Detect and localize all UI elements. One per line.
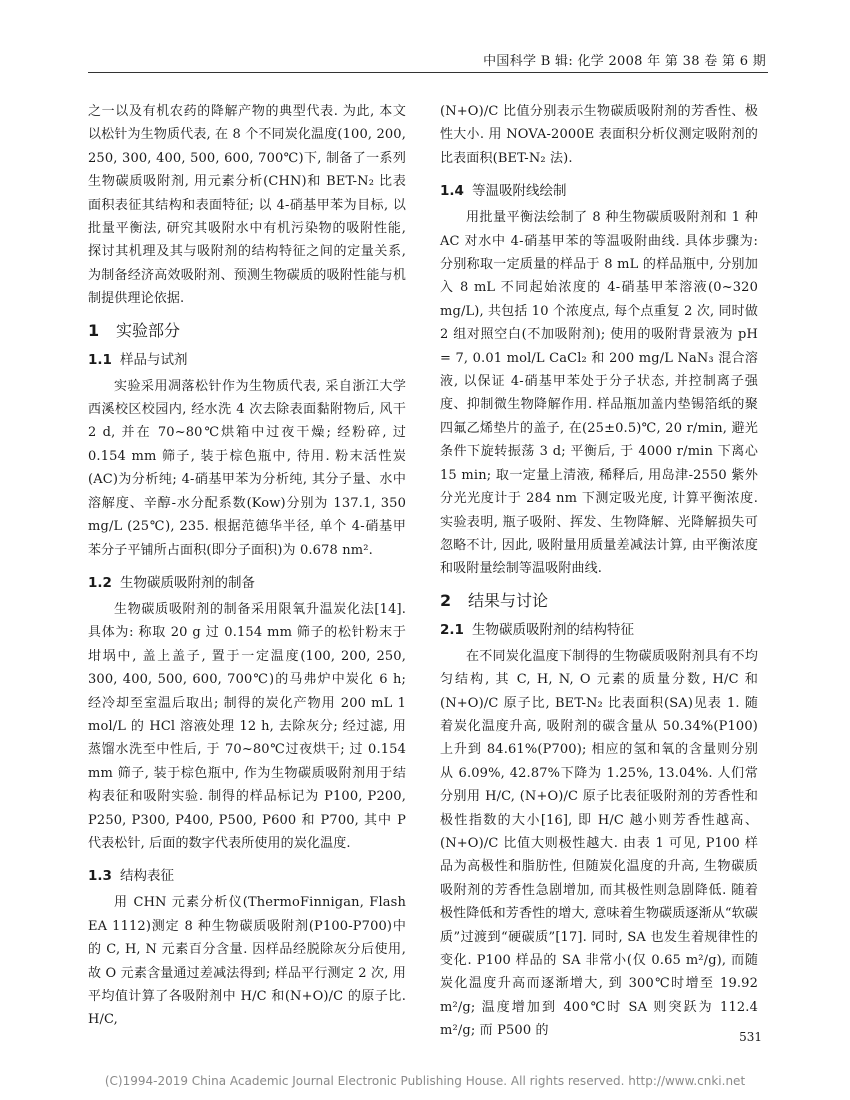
section-title: 结构表征 <box>120 868 174 885</box>
journal-info: 中国科学 B 辑: 化学 2008 年 第 38 卷 第 6 期 <box>483 54 766 69</box>
section-number: 2 <box>440 590 452 610</box>
section-1-1-heading <box>88 349 406 371</box>
section-number: 1.2 <box>88 574 112 591</box>
section-title: 生物碳质吸附剂的制备 <box>120 574 255 591</box>
materials-paragraph: 实验采用凋落松针作为生物质代表, 采自浙江大学西溪校区校园内, 经水洗 4 次去除表面黏附物后, 风干 2 d, 并在 70~80℃烘箱中过夜干燥; 经粉碎, 过 0.154 mm 筛子, 装于棕色瓶中, 待用. 粉末活性炭(AC)为分析纯; 4-硝基甲苯为分析纯, 其分子量、水中溶解度、辛醇-水分配系数(Kow)分别为 137.1, 350 mg/L (25℃), 235. 根据范德华半径, 单个 4-硝基甲苯分子平铺所占面积(即分子面积)为 0.678 nm². <box>88 378 406 558</box>
section-2-1-heading <box>440 619 758 641</box>
section-title: 实验部分 <box>116 320 181 340</box>
section-number: 1.1 <box>88 351 112 368</box>
characterization-paragraph: 用 CHN 元素分析仪(ThermoFinnigan, Flash EA 1112)测定 8 种生物碳质吸附剂(P100-P700)中的 C, H, N 元素百分含量. 因样品经脱除灰分后使用, 故 O 元素含量通过差减法得到; 样品平行测定 2 次, 用平均值计算了各吸附剂中 H/C 和(N+O)/C 的原子比. H/C, <box>88 895 406 1028</box>
section-1-2-heading <box>88 572 406 594</box>
left-column <box>88 100 406 1032</box>
running-header <box>88 50 768 73</box>
continued-paragraph: (N+O)/C 比值分别表示生物碳质吸附剂的芳香性、极性大小. 用 NOVA-2000E 表面积分析仪测定吸附剂的比表面积(BET-N₂ 法). <box>440 104 758 166</box>
section-title: 等温吸附线绘制 <box>472 183 567 200</box>
intro-paragraph: 之一以及有机农药的降解产物的典型代表. 为此, 本文以松针为生物质代表, 在 8 个不同炭化温度(100, 200, 250, 300, 400, 500, 600, 700℃)下, 制备了一系列生物碳质吸附剂, 用元素分析(CHN)和 BET-N₂ 比表面积表征其结构和表面特征; 以 4-硝基甲苯为目标, 以批量平衡法, 研究其吸附水中有机污染物的吸附性能, 探讨其机理及其与吸附剂的结构特征之间的定量关系, 为制备经济高效吸附剂、预测生物碳质的吸附性能与机制提供理论依据. <box>88 104 406 307</box>
section-1-3-heading <box>88 865 406 887</box>
page-number: 531 <box>739 1030 762 1044</box>
right-column <box>440 100 758 1043</box>
section-title: 结果与讨论 <box>468 590 549 610</box>
preparation-paragraph: 生物碳质吸附剂的制备采用限氧升温炭化法[14]. 具体为: 称取 20 g 过 0.154 mm 筛子的松针粉末于坩埚中, 盖上盖子, 置于一定温度(100, 200, 250, 300, 400, 500, 600, 700℃)的马弗炉中炭化 6 h; 经冷却至室温后取出; 制得的炭化产物用 200 mL 1 mol/L 的 HCl 溶液处理 12 h, 去除灰分; 经过滤, 用蒸馏水洗至中性后, 于 70~80℃过夜烘干; 过 0.154 mm 筛子, 装于棕色瓶中, 作为生物碳质吸附剂用于结构表征和吸附实验. 制得的样品标记为 P100, P200, P250, P300, P400, P500, P600 和 P700, 其中 P 代表松针, 后面的数字代表所使用的炭化温度. <box>88 601 406 851</box>
structure-paragraph: 在不同炭化温度下制得的生物碳质吸附剂具有不均匀结构, 其 C, H, N, O 元素的质量分数, H/C 和(N+O)/C 原子比, BET-N₂ 比表面积(SA)见表 1. 随着炭化温度升高, 吸附剂的碳含量从 50.34%(P100)上升到 84.61%(P700); 相应的氢和氧的含量则分别从 6.09%, 42.87%下降为 1.25%, 13.04%. 人们常分别用 H/C, (N+O)/C 原子比表征吸附剂的芳香性和极性指数的大小[16], 即 H/C 越小则芳香性越高、(N+O)/C 比值大则极性越大. 由表 1 可见, P100 样品为高极性和脂肪性, 但随炭化温度的升高, 生物碳质吸附剂的芳香性急剧增加, 而其极性则急剧降低. 随着极性降低和芳香性的增大, 意味着生物碳质逐渐从“软碳质”过渡到“硬碳质”[17]. 同时, SA 也发生着规律性的变化. P100 样品的 SA 非常小(仅 0.65 m²/g), 而随炭化温度升高而逐渐增大, 到 300℃时增至 19.92 m²/g; 温度增加到 400℃时 SA 则突跃为 112.4 m²/g; 而 P500 的 <box>440 648 758 1039</box>
section-1-4-heading <box>440 180 758 202</box>
section-2-heading <box>440 589 758 613</box>
copyright-footer: (C)1994-2019 China Academic Journal Electronic Publishing House. All rights reserved. http://www.cnki.net <box>104 1074 746 1088</box>
section-1-heading <box>88 319 406 343</box>
section-number: 2.1 <box>440 621 464 638</box>
section-title: 生物碳质吸附剂的结构特征 <box>472 621 634 638</box>
isotherm-paragraph: 用批量平衡法绘制了 8 种生物碳质吸附剂和 1 种 AC 对水中 4-硝基甲苯的等温吸附曲线. 具体步骤为: 分别称取一定质量的样品于 8 mL 的样品瓶中, 分别加入 8 mL 不同起始浓度的 4-硝基甲苯溶液(0~320 mg/L), 共包括 10 个浓度点, 每个点重复 2 次, 同时做 2 组对照空白(不加吸附剂); 使用的吸附背景液为 pH = 7, 0.01 mol/L CaCl₂ 和 200 mg/L NaN₃ 混合溶液, 以保证 4-硝基甲苯处于分子状态, 并控制离子强度、抑制微生物降解作用. 样品瓶加盖内垫锡箔纸的聚四氟乙烯垫片的盖子, 在(25±0.5)℃, 20 r/min, 避光条件下旋转振荡 3 d; 平衡后, 于 4000 r/min 下离心 15 min; 取一定量上清液, 稀释后, 用岛津-2550 紫外分光光度计于 284 nm 下测定吸光度, 计算平衡浓度. 实验表明, 瓶子吸附、挥发、生物降解、光降解损失可忽略不计, 因此, 吸附量用质量差减法计算, 由平衡浓度和吸附量绘制等温吸附曲线. <box>440 210 758 577</box>
section-number: 1 <box>88 320 100 340</box>
section-number: 1.3 <box>88 868 112 885</box>
section-number: 1.4 <box>440 183 464 200</box>
section-title: 样品与试剂 <box>120 351 188 368</box>
